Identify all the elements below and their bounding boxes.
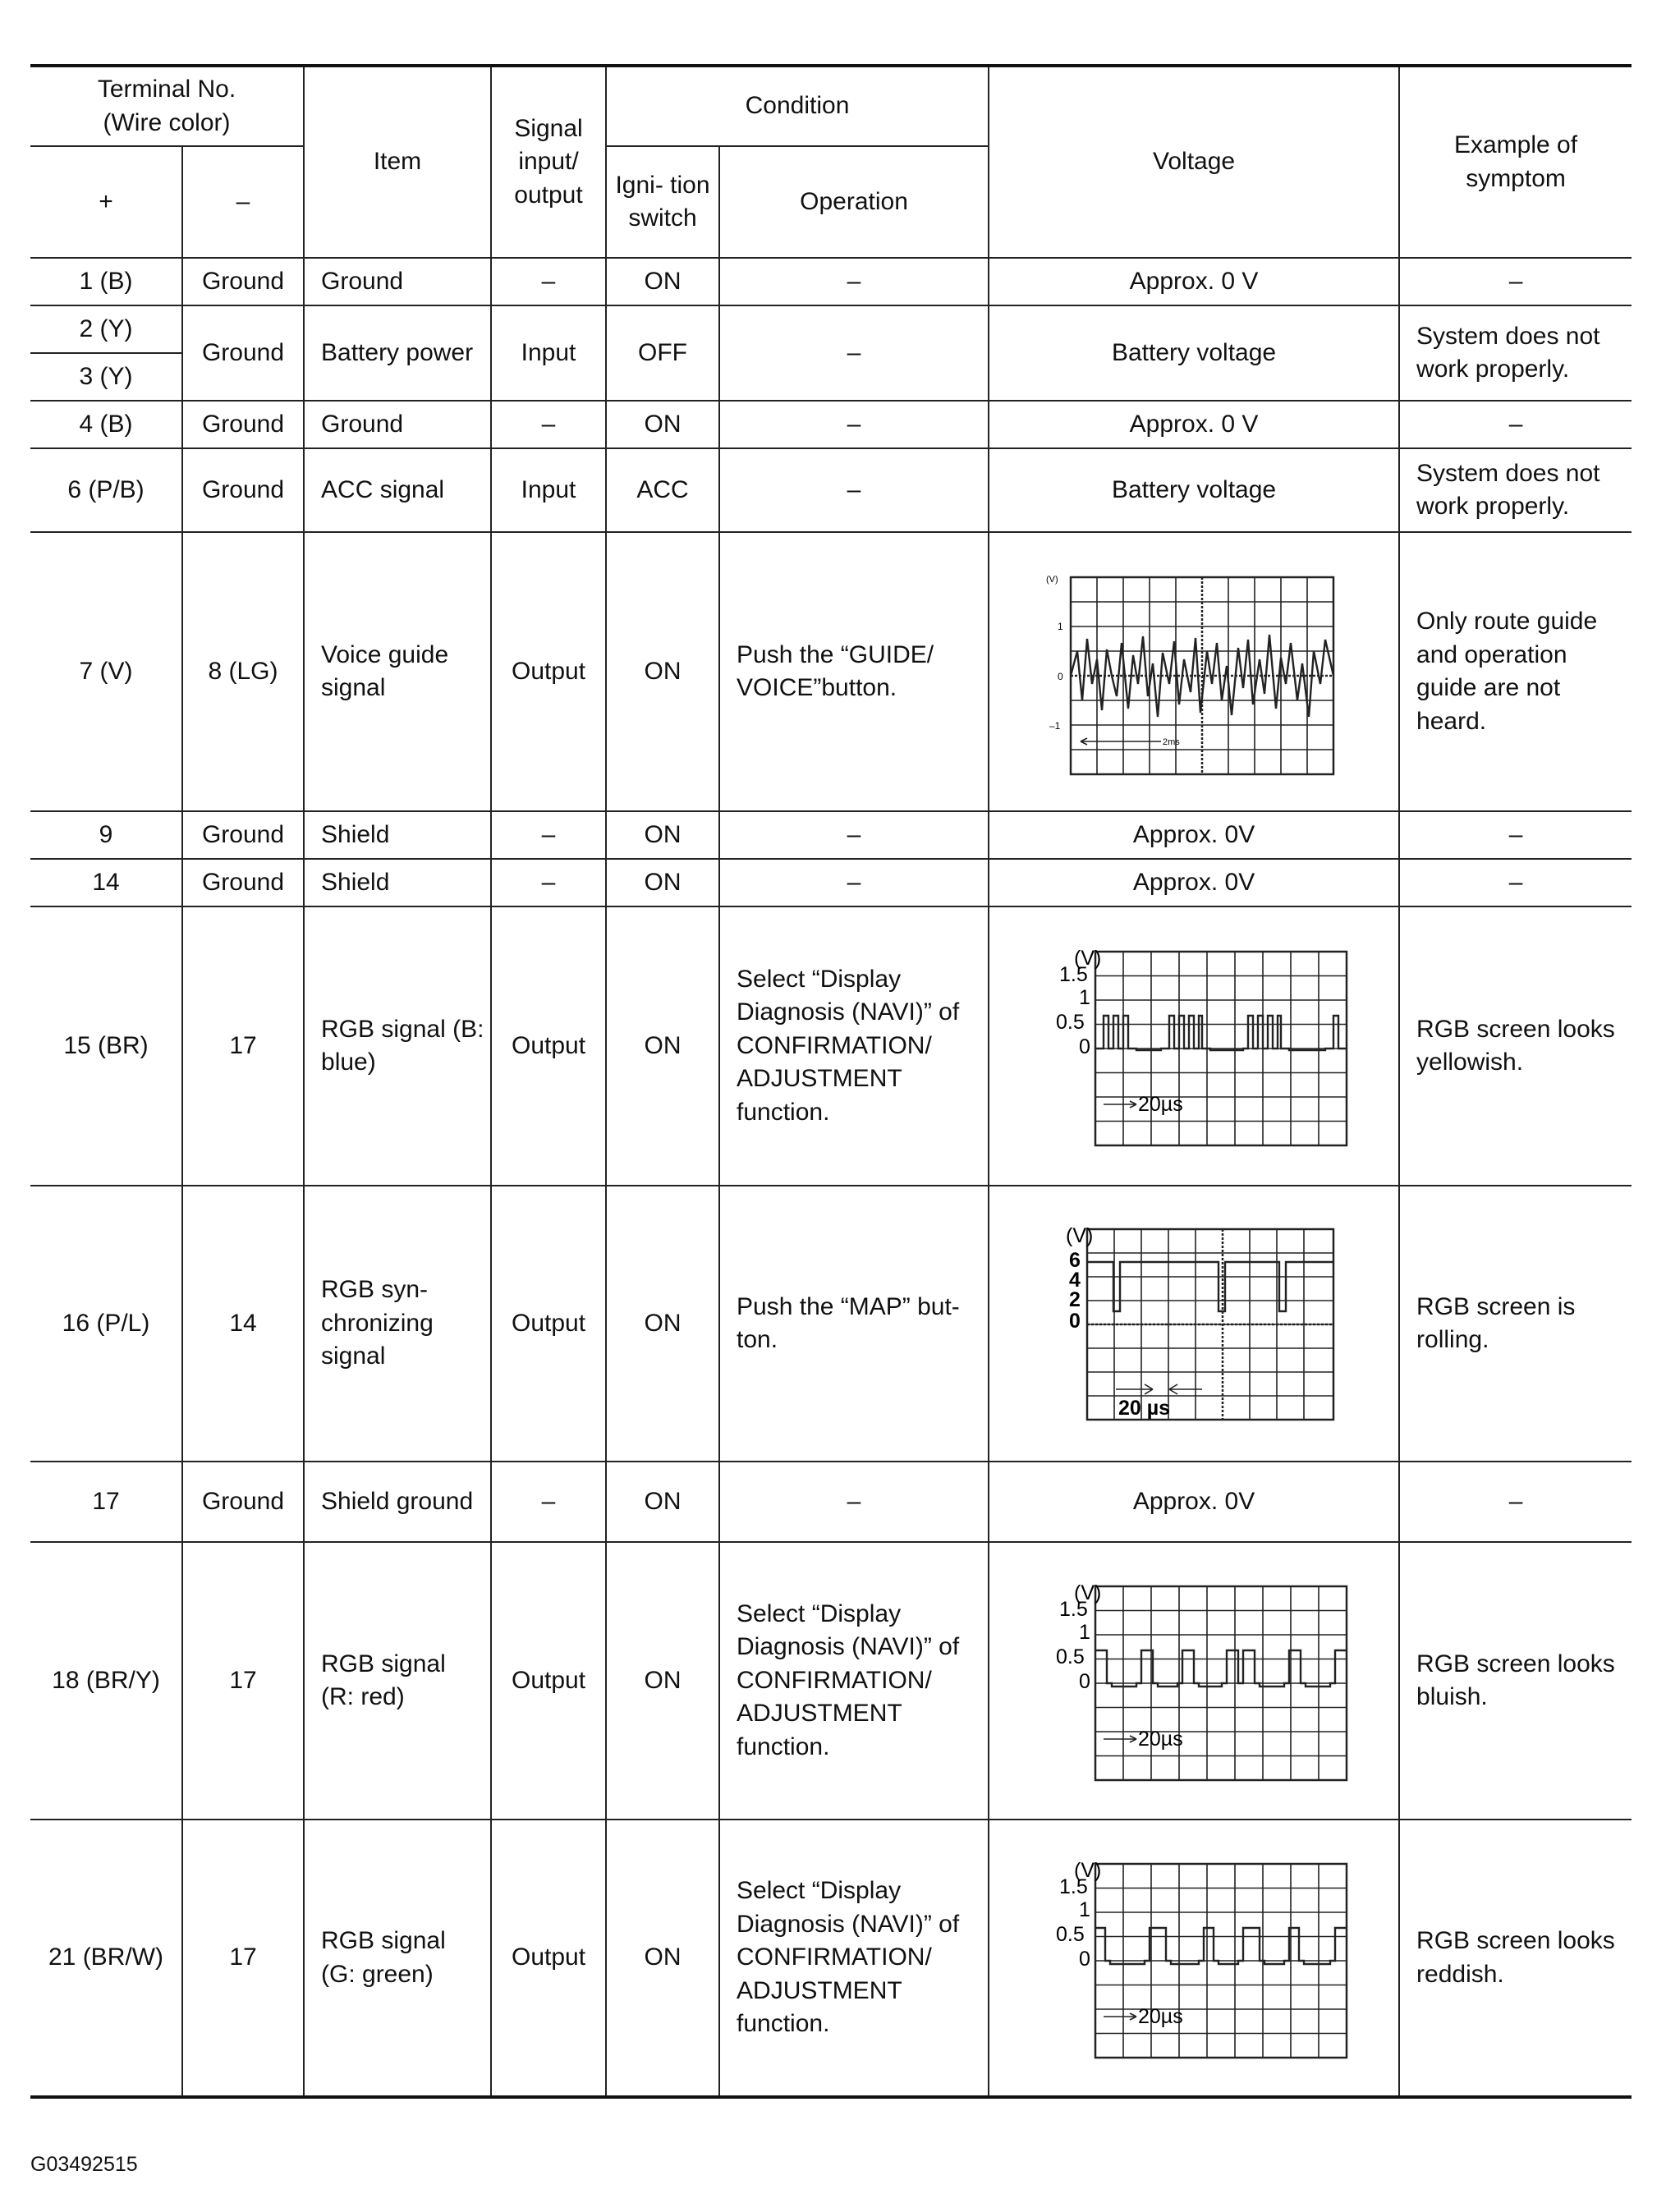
minus-terminal: 17: [182, 1542, 304, 1820]
symptom: Only route guide and operation guide are not heard.: [1399, 532, 1632, 811]
symptom: –: [1399, 811, 1632, 859]
signal-io: Input: [491, 305, 606, 401]
voltage: Approx. 0V: [989, 859, 1399, 906]
y-label: 0.5: [1056, 1645, 1085, 1668]
plus-terminal: 21 (BR/W): [30, 1820, 182, 2097]
rgb-green-waveform: [1038, 1856, 1350, 2061]
minus-terminal: 17: [182, 906, 304, 1186]
plus-terminal: 1 (B): [30, 258, 182, 305]
symptom: –: [1399, 258, 1632, 305]
voltage: Approx. 0 V: [989, 401, 1399, 448]
signal-io: –: [491, 258, 606, 305]
voltage-unit: (V): [1074, 1858, 1102, 1882]
ignition: ON: [606, 811, 719, 859]
item: RGB signal (B: blue): [304, 906, 491, 1186]
operation: Push the “MAP” but- ton.: [719, 1186, 989, 1462]
table-row: [30, 811, 1632, 859]
item: Shield: [304, 811, 491, 859]
operation: Select “Display Diagnosis (NAVI)” of CONFIRMATION/ ADJUSTMENT function.: [719, 1542, 989, 1820]
header-signal-io: Signal input/ output: [491, 66, 606, 258]
minus-terminal: Ground: [182, 448, 304, 532]
table-row: [30, 401, 1632, 448]
voltage: [989, 1542, 1399, 1820]
signal-io: –: [491, 1462, 606, 1542]
time-division: 20µs: [1138, 1093, 1183, 1116]
signal-io: Output: [491, 532, 606, 811]
operation: –: [719, 859, 989, 906]
voltage: [989, 532, 1399, 811]
plus-terminal: 2 (Y): [30, 305, 182, 353]
symptom: RGB screen looks reddish.: [1399, 1820, 1632, 2097]
y-label: 1.5: [1059, 1598, 1088, 1621]
time-division: 2ms: [1163, 737, 1180, 747]
operation: Select “Display Diagnosis (NAVI)” of CONFIRMATION/ ADJUSTMENT function.: [719, 1820, 989, 2097]
table-row: [30, 1542, 1632, 1820]
operation: –: [719, 258, 989, 305]
minus-terminal: Ground: [182, 258, 304, 305]
item: ACC signal: [304, 448, 491, 532]
voltage: [989, 1820, 1399, 2097]
table-row: [30, 305, 1632, 353]
operation: –: [719, 811, 989, 859]
terminal-table: [30, 64, 1632, 2099]
symptom: RGB screen looks yellowish.: [1399, 906, 1632, 1186]
symptom: System does not work properly.: [1399, 305, 1632, 401]
table-row: [30, 1186, 1632, 1462]
time-division: 20µs: [1138, 1728, 1183, 1751]
plus-terminal: 9: [30, 811, 182, 859]
symptom: –: [1399, 401, 1632, 448]
item: RGB syn- chronizing signal: [304, 1186, 491, 1462]
plus-terminal: 16 (P/L): [30, 1186, 182, 1462]
voltage: Approx. 0 V: [989, 258, 1399, 305]
operation: Select “Display Diagnosis (NAVI)” of CONFIRMATION/ ADJUSTMENT function.: [719, 906, 989, 1186]
ignition: ON: [606, 401, 719, 448]
item: Shield ground: [304, 1462, 491, 1542]
operation: –: [719, 401, 989, 448]
table-row: [30, 906, 1632, 1186]
voltage-unit: (V): [1066, 1224, 1094, 1247]
item: RGB signal (R: red): [304, 1542, 491, 1820]
item: Battery power: [304, 305, 491, 401]
y-label: 0.5: [1056, 1922, 1085, 1946]
voltage: Approx. 0V: [989, 811, 1399, 859]
rgb-blue-waveform: [1038, 943, 1350, 1149]
y-label: 4: [1069, 1269, 1081, 1292]
item: Ground: [304, 401, 491, 448]
symptom: –: [1399, 1462, 1632, 1542]
voltage: [989, 906, 1399, 1186]
item: Ground: [304, 258, 491, 305]
table-row: [30, 859, 1632, 906]
voltage: Approx. 0V: [989, 1462, 1399, 1542]
time-division: 20µs: [1138, 2004, 1183, 2028]
table-row: [30, 1820, 1632, 2097]
y-label: 1.5: [1059, 1875, 1088, 1898]
symptom: –: [1399, 859, 1632, 906]
header-condition: Condition: [606, 66, 989, 146]
table-row: [30, 532, 1632, 811]
y-label: –1: [1049, 720, 1061, 732]
y-label: 1: [1079, 1621, 1090, 1644]
minus-terminal: Ground: [182, 401, 304, 448]
operation: –: [719, 305, 989, 401]
plus-terminal: 17: [30, 1462, 182, 1542]
ignition: ON: [606, 1462, 719, 1542]
voice-guide-waveform: [1038, 561, 1350, 782]
item: Voice guide signal: [304, 532, 491, 811]
plus-terminal: 4 (B): [30, 401, 182, 448]
y-label: 0.5: [1056, 1011, 1085, 1034]
ignition: ON: [606, 532, 719, 811]
signal-io: Output: [491, 1542, 606, 1820]
item: RGB signal (G: green): [304, 1820, 491, 2097]
signal-io: Output: [491, 906, 606, 1186]
minus-terminal: Ground: [182, 305, 304, 401]
y-label: 1: [1079, 1898, 1090, 1921]
voltage: [989, 1186, 1399, 1462]
y-label: 6: [1069, 1249, 1081, 1272]
signal-io: Input: [491, 448, 606, 532]
table-row: [30, 258, 1632, 305]
y-label: 2: [1069, 1288, 1081, 1311]
ignition: ON: [606, 906, 719, 1186]
ignition: ON: [606, 1186, 719, 1462]
figure-code: G03492515: [30, 2153, 138, 2176]
voltage-unit: (V): [1074, 947, 1102, 970]
ignition: ON: [606, 258, 719, 305]
y-label: 0: [1079, 1947, 1090, 1971]
voltage: Battery voltage: [989, 305, 1399, 401]
operation: Push the “GUIDE/ VOICE”button.: [719, 532, 989, 811]
symptom: RGB screen is rolling.: [1399, 1186, 1632, 1462]
header-operation: Operation: [719, 146, 989, 258]
table-row: [30, 448, 1632, 532]
minus-terminal: 14: [182, 1186, 304, 1462]
operation: –: [719, 448, 989, 532]
symptom: System does not work properly.: [1399, 448, 1632, 532]
rgb-sync-waveform: [1038, 1221, 1350, 1426]
y-label: 0: [1079, 1670, 1090, 1693]
ignition: ON: [606, 1542, 719, 1820]
header-item: Item: [304, 66, 491, 258]
header-plus: +: [30, 146, 182, 258]
minus-terminal: 17: [182, 1820, 304, 2097]
signal-io: Output: [491, 1820, 606, 2097]
header-symptom: Example of symptom: [1399, 66, 1632, 258]
minus-terminal: Ground: [182, 1462, 304, 1542]
header-minus: –: [182, 146, 304, 258]
y-label: 0: [1058, 671, 1063, 682]
rgb-red-waveform: [1038, 1578, 1350, 1783]
item: Shield: [304, 859, 491, 906]
minus-terminal: Ground: [182, 859, 304, 906]
y-label: 1.5: [1059, 963, 1088, 986]
signal-io: –: [491, 859, 606, 906]
ignition: ACC: [606, 448, 719, 532]
minus-terminal: 8 (LG): [182, 532, 304, 811]
ignition: ON: [606, 859, 719, 906]
table-row: [30, 1462, 1632, 1542]
signal-io: –: [491, 401, 606, 448]
voltage: Battery voltage: [989, 448, 1399, 532]
symptom: RGB screen looks bluish.: [1399, 1542, 1632, 1820]
signal-io: Output: [491, 1186, 606, 1462]
y-label: 1: [1079, 986, 1090, 1009]
header-terminal: Terminal No. (Wire color): [30, 66, 304, 146]
plus-terminal: 18 (BR/Y): [30, 1542, 182, 1820]
time-division: 20 µs: [1118, 1397, 1171, 1420]
ignition: OFF: [606, 305, 719, 401]
y-label: 1: [1058, 621, 1063, 632]
plus-terminal: 7 (V): [30, 532, 182, 811]
signal-io: –: [491, 811, 606, 859]
header-ignition: Igni- tion switch: [606, 146, 719, 258]
voltage-unit: (V): [1074, 1581, 1102, 1604]
voltage-unit: (V): [1046, 575, 1058, 585]
plus-terminal: 15 (BR): [30, 906, 182, 1186]
plus-terminal: 14: [30, 859, 182, 906]
y-label: 0: [1069, 1310, 1081, 1333]
ignition: ON: [606, 1820, 719, 2097]
plus-terminal: 6 (P/B): [30, 448, 182, 532]
plus-terminal: 3 (Y): [30, 353, 182, 401]
y-label: 0: [1079, 1035, 1090, 1058]
header-voltage: Voltage: [989, 66, 1399, 258]
operation: –: [719, 1462, 989, 1542]
minus-terminal: Ground: [182, 811, 304, 859]
